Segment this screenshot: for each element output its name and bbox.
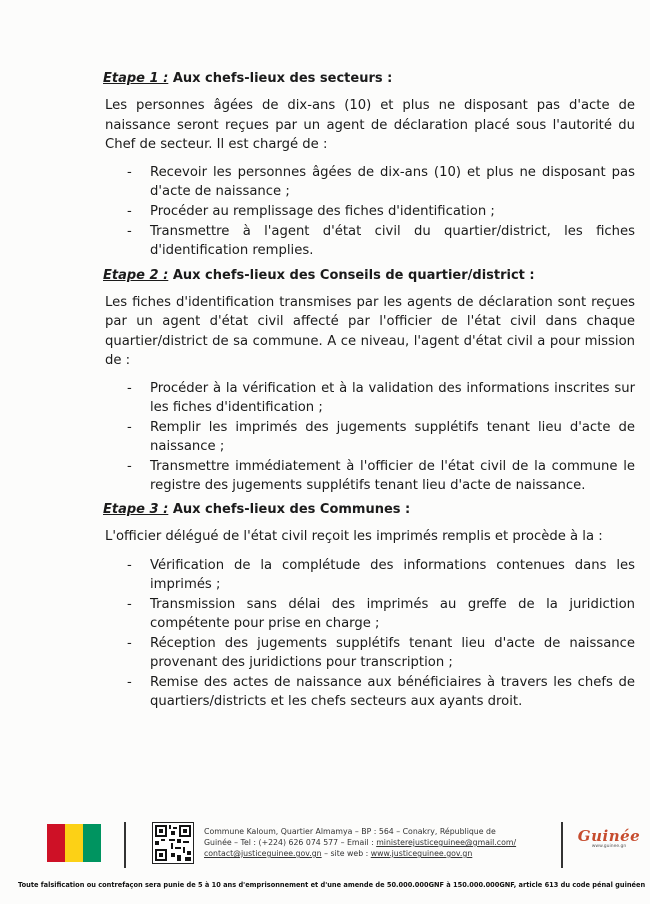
bullet-dash: - xyxy=(127,636,132,651)
logo-url: www.guinee.gn xyxy=(591,844,627,849)
list-item-text: Remplir les imprimés des jugements supplétifs tenant lieu d'acte de naissance ; xyxy=(150,419,635,454)
section-heading xyxy=(103,70,635,87)
flag-stripe-green xyxy=(83,824,101,862)
logo-wordmark: Guinée xyxy=(577,827,641,845)
list-item-text: Recevoir les personnes âgées de dix-ans (10) et plus ne disposant pas d'acte de naissance ; xyxy=(150,164,635,199)
section-etape-2 xyxy=(105,267,635,495)
website-link[interactable]: www.justiceguinee.gov.gn xyxy=(370,849,473,858)
section-paragraph: Les personnes âgées de dix-ans (10) et plus ne disposant pas d'acte de naissance seront reçues par un agent de déclaration placé sous l'autorité du Chef de secteur. Il est chargé de : xyxy=(105,98,635,152)
section-etape-3 xyxy=(105,501,635,712)
task-list xyxy=(105,556,635,711)
document-body xyxy=(105,70,635,717)
contact-line xyxy=(204,837,554,848)
email-link[interactable]: contact@justiceguinee.gov.gn xyxy=(204,849,322,858)
footer-divider xyxy=(561,822,563,868)
address-line: Commune Kaloum, Quartier Almamya – BP : 564 – Conakry, République de xyxy=(204,827,496,836)
contact-line xyxy=(204,848,554,859)
site-label: – site web : xyxy=(321,849,371,858)
document-footer xyxy=(0,810,650,904)
list-item-text: Transmission sans délai des imprimés au greffe de la juridiction compétente pour prise en charge ; xyxy=(150,597,635,631)
flag-stripe-red xyxy=(47,824,65,862)
bullet-dash: - xyxy=(127,675,132,690)
ministry-contact xyxy=(204,826,554,859)
list-item xyxy=(125,163,635,201)
list-item-text: Vérification de la complétude des informations contenues dans les imprimés ; xyxy=(150,558,635,592)
bullet-dash: - xyxy=(127,558,132,573)
list-item-text: Procéder à la vérification et à la validation des informations inscrites sur les fiches d'identification ; xyxy=(150,380,635,415)
list-item-text: Procéder au remplissage des fiches d'identification ; xyxy=(150,203,495,219)
etape-label: Etape 3 : xyxy=(103,501,169,517)
guinea-flag-icon xyxy=(47,824,101,862)
bullet-dash: - xyxy=(127,380,132,396)
task-list xyxy=(105,163,635,260)
task-list xyxy=(105,379,635,495)
section-title: Aux chefs-lieux des Communes : xyxy=(172,501,411,517)
list-item xyxy=(125,634,635,672)
list-item-text: Remise des actes de naissance aux bénéficiaires à travers les chefs de quartiers/districts et les chefs secteurs aux ayants droit. xyxy=(150,675,635,709)
etape-label: Etape 1 : xyxy=(103,71,169,86)
section-title: Aux chefs-lieux des Conseils de quartier/district : xyxy=(172,267,535,283)
qr-code-graphic xyxy=(153,823,193,863)
list-item-text: Réception des jugements supplétifs tenant lieu d'acte de naissance provenant des juridictions pour transcription ; xyxy=(150,636,635,670)
section-heading xyxy=(103,501,635,518)
legal-warning: Toute falsification ou contrefaçon sera punie de 5 à 10 ans d'emprisonnement et d'une amende de 50.000.000GNF à 150.000.000GNF, article 613 du code pénal guinéen xyxy=(18,881,646,889)
list-item xyxy=(125,556,635,594)
list-item xyxy=(125,457,635,495)
list-item xyxy=(125,418,635,456)
guinee-logo xyxy=(571,827,647,849)
bullet-dash: - xyxy=(127,223,132,239)
section-etape-1 xyxy=(105,70,635,260)
phone-line: Guinée – Tel : (+224) 626 074 577 – Email : xyxy=(204,838,377,847)
bullet-dash: - xyxy=(127,203,132,219)
section-heading xyxy=(103,267,635,284)
qr-code-icon xyxy=(152,822,194,864)
email-link[interactable]: ministerejusticeguinee@gmail.com/ xyxy=(376,838,517,847)
list-item xyxy=(125,673,635,711)
etape-label: Etape 2 : xyxy=(103,267,169,283)
list-item xyxy=(125,202,635,221)
list-item-text: Transmettre immédiatement à l'officier de l'état civil de la commune le registre des jugements supplétifs tenant lieu d'acte de naissance. xyxy=(150,458,635,493)
bullet-dash: - xyxy=(127,419,132,435)
footer-divider xyxy=(124,822,126,868)
bullet-dash: - xyxy=(127,597,132,612)
section-paragraph: L'officier délégué de l'état civil reçoit les imprimés remplis et procède à la : xyxy=(105,528,603,544)
list-item xyxy=(125,222,635,260)
bullet-dash: - xyxy=(127,458,132,474)
section-title: Aux chefs-lieux des secteurs : xyxy=(172,71,393,86)
flag-stripe-yellow xyxy=(65,824,83,862)
section-paragraph: Les fiches d'identification transmises par les agents de déclaration sont reçues par un agent d'état civil affecté par l'officier de l'état civil dans chaque quartier/district de sa commune. A ce niveau, l'agent d'état civil a pour mission de : xyxy=(105,294,635,368)
list-item xyxy=(125,379,635,417)
bullet-dash: - xyxy=(127,164,132,180)
list-item xyxy=(125,595,635,633)
list-item-text: Transmettre à l'agent d'état civil du quartier/district, les fiches d'identification remplies. xyxy=(150,223,635,258)
